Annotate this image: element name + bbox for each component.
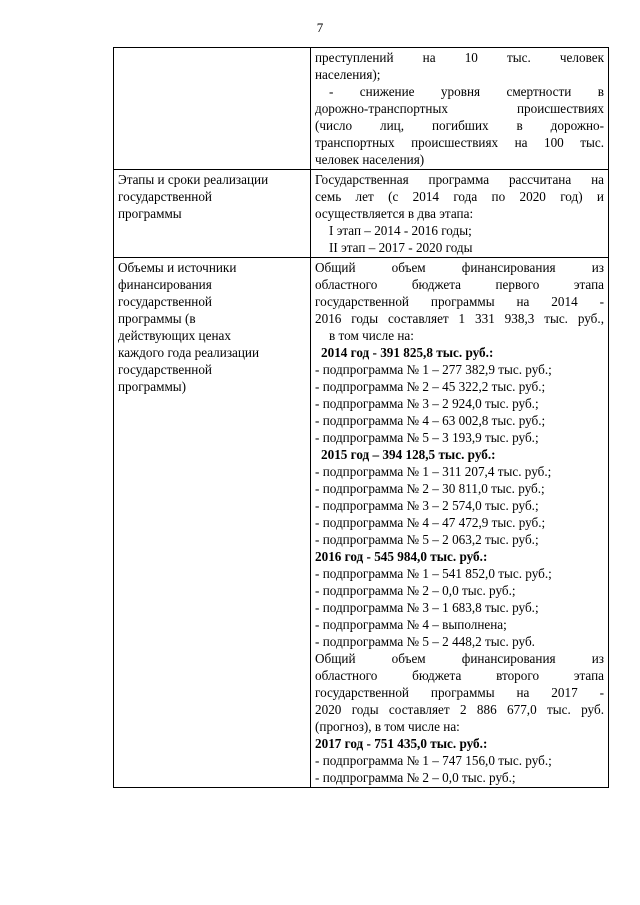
value-line: областного бюджета первого этапа xyxy=(315,277,604,292)
value-line: - подпрограмма № 2 – 0,0 тыс. руб.; xyxy=(315,770,516,785)
label-line: государственной xyxy=(118,294,212,309)
label-line: каждого года реализации xyxy=(118,345,260,360)
program-passport-table xyxy=(113,47,609,788)
value-line: Общий объем финансирования из xyxy=(315,651,604,666)
row-value-cell xyxy=(311,258,609,788)
value-line: в том числе на: xyxy=(329,328,414,343)
value-line: - подпрограмма № 1 – 277 382,9 тыс. руб.; xyxy=(315,362,552,377)
value-line: - подпрограмма № 1 – 747 156,0 тыс. руб.; xyxy=(315,753,552,768)
value-line: 2016 год - 545 984,0 тыс. руб.: xyxy=(315,549,488,564)
value-line: преступлений на 10 тыс. человек xyxy=(315,50,604,65)
label-line: государственной xyxy=(118,362,212,377)
value-line: транспортных происшествиях на 100 тыс. xyxy=(315,135,604,150)
value-line: 2015 год – 394 128,5 тыс. руб.: xyxy=(321,447,496,462)
label-line: государственной xyxy=(118,189,212,204)
value-line: 2020 годы составляет 2 886 677,0 тыс. руб. xyxy=(315,702,604,717)
value-line: - подпрограмма № 1 – 311 207,4 тыс. руб.; xyxy=(315,464,552,479)
label-line: Этапы и сроки реализации xyxy=(118,172,269,187)
label-line: программы (в xyxy=(118,311,196,326)
value-line: - подпрограмма № 1 – 541 852,0 тыс. руб.; xyxy=(315,566,552,581)
table-body xyxy=(114,48,609,788)
row-value-cell xyxy=(311,48,609,170)
table-row xyxy=(114,170,609,258)
value-line: 2016 годы составляет 1 331 938,3 тыс. руб., xyxy=(315,311,604,326)
value-line: семь лет (с 2014 года по 2020 год) и xyxy=(315,189,604,204)
value-line: - снижение уровня смертности в xyxy=(329,84,604,99)
value-line: государственной программы на 2017 - xyxy=(315,685,604,700)
value-line: - подпрограмма № 2 – 30 811,0 тыс. руб.; xyxy=(315,481,545,496)
row-label-cell xyxy=(114,48,311,170)
value-line: Государственная программа рассчитана на xyxy=(315,172,604,187)
value-line: - подпрограмма № 2 – 45 322,2 тыс. руб.; xyxy=(315,379,546,394)
label-line: Объемы и источники xyxy=(118,260,237,275)
value-line: населения); xyxy=(315,67,381,82)
value-line: - подпрограмма № 3 – 2 924,0 тыс. руб.; xyxy=(315,396,539,411)
label-line: программы) xyxy=(118,379,187,394)
value-line: государственной программы на 2014 - xyxy=(315,294,604,309)
table-row xyxy=(114,258,609,788)
row-label-cell xyxy=(114,258,311,788)
value-line: осуществляется в два этапа: xyxy=(315,206,474,221)
value-line: - подпрограмма № 5 – 2 448,2 тыс. руб. xyxy=(315,634,535,649)
page-number: 7 xyxy=(316,20,324,35)
row-value-cell xyxy=(311,170,609,258)
value-line: - подпрограмма № 3 – 1 683,8 тыс. руб.; xyxy=(315,600,539,615)
value-line: дорожно-транспортных происшествиях xyxy=(315,101,604,116)
value-line: - подпрограмма № 5 – 3 193,9 тыс. руб.; xyxy=(315,430,539,445)
value-line: человек населения) xyxy=(315,152,425,167)
value-line: I этап – 2014 - 2016 годы; xyxy=(329,223,472,238)
value-line: 2014 год - 391 825,8 тыс. руб.: xyxy=(321,345,494,360)
label-line: действующих ценах xyxy=(118,328,231,343)
value-line: областного бюджета второго этапа xyxy=(315,668,604,683)
value-line: - подпрограмма № 3 – 2 574,0 тыс. руб.; xyxy=(315,498,539,513)
value-line: - подпрограмма № 4 – выполнена; xyxy=(315,617,507,632)
value-line: - подпрограмма № 2 – 0,0 тыс. руб.; xyxy=(315,583,516,598)
table-row xyxy=(114,48,609,170)
label-line: финансирования xyxy=(118,277,212,292)
value-line: - подпрограмма № 5 – 2 063,2 тыс. руб.; xyxy=(315,532,539,547)
label-line: программы xyxy=(118,206,182,221)
value-line: - подпрограмма № 4 – 47 472,9 тыс. руб.; xyxy=(315,515,546,530)
value-line: (число лиц, погибших в дорожно- xyxy=(315,118,604,133)
value-line: Общий объем финансирования из xyxy=(315,260,604,275)
value-line: - подпрограмма № 4 – 63 002,8 тыс. руб.; xyxy=(315,413,546,428)
value-line: II этап – 2017 - 2020 годы xyxy=(329,240,473,255)
value-line: 2017 год - 751 435,0 тыс. руб.: xyxy=(315,736,488,751)
row-label-cell xyxy=(114,170,311,258)
value-line: (прогноз), в том числе на: xyxy=(315,719,460,734)
